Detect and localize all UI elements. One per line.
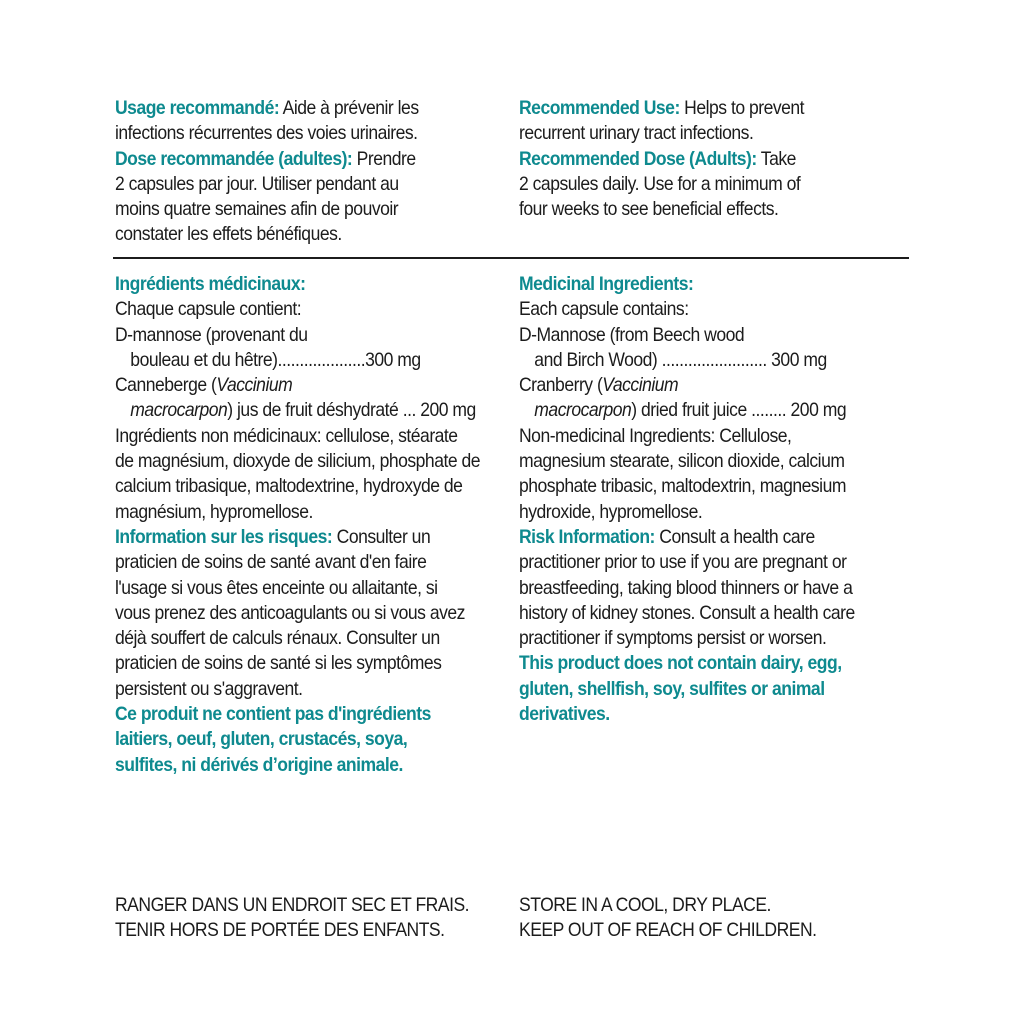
en-nonmed-line: Non-medicinal Ingredients: Cellulose, bbox=[519, 424, 792, 447]
en-dose-line: four weeks to see beneficial effects. bbox=[519, 198, 779, 221]
fr-ingredients-section bbox=[115, 272, 493, 778]
en-risk-label: Risk Information: bbox=[519, 525, 655, 548]
fr-cranberry-latin-species: macrocarpon bbox=[130, 399, 228, 422]
en-dose-line: 2 capsules daily. Use for a minimum of bbox=[519, 172, 801, 195]
fr-nonmed-line: Ingrédients non médicinaux: cellulose, stéarate bbox=[115, 424, 458, 447]
en-children-warning: KEEP OUT OF REACH OF CHILDREN. bbox=[519, 919, 817, 942]
fr-allergen-line: sulfites, ni dérivés d’origine animale. bbox=[115, 753, 403, 776]
en-storage-line: STORE IN A COOL, DRY PLACE. bbox=[519, 894, 771, 916]
en-dose-label: Recommended Dose (Adults): bbox=[519, 147, 757, 170]
en-usage-text: Helps to prevent bbox=[679, 97, 805, 119]
en-cranberry: Cranberry ( bbox=[519, 374, 603, 397]
fr-dose-text: Prendre bbox=[352, 147, 416, 170]
en-nonmed-line: magnesium stearate, silicon dioxide, calcium bbox=[519, 450, 845, 473]
fr-nonmed-line: calcium tribasique, maltodextrine, hydroxyde de bbox=[115, 475, 463, 498]
en-risk-text: Consult a health care bbox=[654, 525, 815, 548]
en-allergen-line: This product does not contain dairy, egg, bbox=[519, 652, 842, 675]
section-divider bbox=[113, 257, 909, 259]
en-usage-section bbox=[519, 96, 897, 222]
fr-risk-line: l'usage si vous êtes enceinte ou allaitante, si bbox=[115, 576, 438, 599]
en-each-capsule: Each capsule contains: bbox=[519, 298, 689, 321]
en-storage-warning bbox=[519, 893, 817, 944]
en-nonmed-line: phosphate tribasic, maltodextrin, magnesium bbox=[519, 475, 846, 498]
en-cranberry-latin: Vaccinium bbox=[602, 374, 679, 397]
fr-usage-section bbox=[115, 96, 493, 248]
en-risk-line: practitioner prior to use if you are pregnant or bbox=[519, 551, 847, 574]
en-cranberry-amount: ) dried fruit juice ........ 200 mg bbox=[631, 399, 847, 422]
fr-dose-line: constater les effets bénéfiques. bbox=[115, 223, 342, 246]
fr-dose-label: Dose recommandée (adultes): bbox=[115, 147, 353, 170]
fr-dmannose: D-mannose (provenant du bbox=[115, 323, 308, 346]
en-usage-label: Recommended Use: bbox=[519, 97, 680, 119]
fr-cranberry: Canneberge ( bbox=[115, 374, 217, 397]
fr-storage-line: RANGER DANS UN ENDROIT SEC ET FRAIS. bbox=[115, 894, 470, 916]
fr-allergen-line: Ce produit ne contient pas d'ingrédients bbox=[115, 703, 431, 726]
fr-risk-line: praticien de soins de santé avant d'en faire bbox=[115, 551, 427, 574]
fr-ingredients-label: Ingrédients médicinaux: bbox=[115, 273, 306, 295]
en-ingredients-label: Medicinal Ingredients: bbox=[519, 273, 694, 295]
fr-nonmed-line: magnésium, hypromellose. bbox=[115, 500, 313, 523]
fr-risk-text: Consulter un bbox=[332, 525, 431, 548]
fr-risk-line: persistent ou s'aggravent. bbox=[115, 677, 303, 700]
en-risk-line: history of kidney stones. Consult a health care bbox=[519, 601, 855, 624]
fr-allergen-line: laitiers, oeuf, gluten, crustacés, soya, bbox=[115, 728, 408, 751]
fr-each-capsule: Chaque capsule contient: bbox=[115, 298, 302, 321]
en-ingredients-section bbox=[519, 272, 897, 727]
fr-dose-line: 2 capsules par jour. Utiliser pendant au bbox=[115, 172, 399, 195]
fr-dmannose-amount: bouleau et du hêtre)....................300 mg bbox=[130, 348, 421, 371]
fr-storage-warning bbox=[115, 893, 469, 944]
fr-risk-line: praticien de soins de santé si les symptômes bbox=[115, 652, 442, 675]
en-risk-line: practitioner if symptoms persist or worsen. bbox=[519, 627, 827, 650]
en-allergen-line: derivatives. bbox=[519, 703, 610, 726]
fr-dose-line: moins quatre semaines afin de pouvoir bbox=[115, 198, 399, 221]
en-dose-text: Take bbox=[756, 147, 796, 170]
en-nonmed-line: hydroxide, hypromellose. bbox=[519, 500, 703, 523]
en-dmannose-amount: and Birch Wood) ........................ 300 mg bbox=[534, 348, 827, 371]
fr-children-warning: TENIR HORS DE PORTÉE DES ENFANTS. bbox=[115, 919, 445, 942]
en-usage-text-line: recurrent urinary tract infections. bbox=[519, 122, 754, 145]
en-cranberry-latin-species: macrocarpon bbox=[534, 399, 632, 422]
en-allergen-line: gluten, shellfish, soy, sulfites or animal bbox=[519, 677, 825, 700]
fr-risk-line: vous prenez des anticoagulants ou si vous avez bbox=[115, 601, 465, 624]
fr-cranberry-amount: ) jus de fruit déshydraté ... 200 mg bbox=[227, 399, 476, 422]
fr-usage-text-line: infections récurrentes des voies urinaires. bbox=[115, 122, 418, 145]
en-risk-line: breastfeeding, taking blood thinners or have a bbox=[519, 576, 853, 599]
en-dmannose: D-Mannose (from Beech wood bbox=[519, 323, 745, 346]
fr-usage-label: Usage recommandé: bbox=[115, 97, 280, 119]
fr-risk-line: déjà souffert de calculs rénaux. Consulter un bbox=[115, 627, 440, 650]
fr-nonmed-line: de magnésium, dioxyde de silicium, phosphate de bbox=[115, 450, 481, 473]
fr-risk-label: Information sur les risques: bbox=[115, 525, 333, 548]
fr-usage-text: Aide à prévenir les bbox=[279, 97, 419, 119]
fr-cranberry-latin: Vaccinium bbox=[216, 374, 293, 397]
